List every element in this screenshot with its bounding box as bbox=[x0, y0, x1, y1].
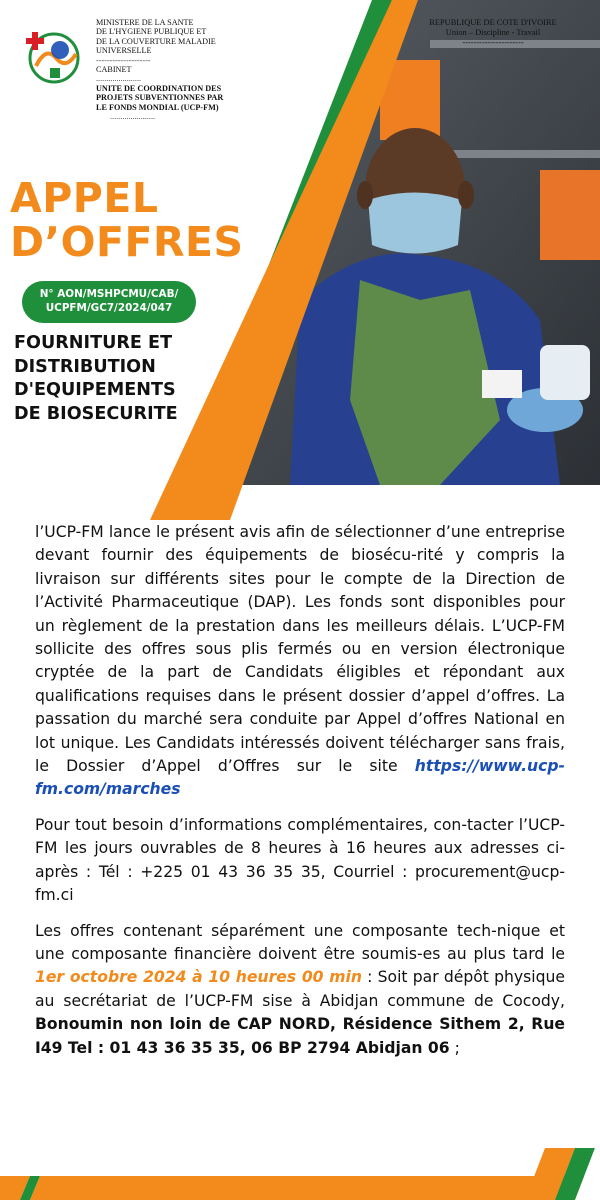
footer-stripes bbox=[0, 1148, 600, 1200]
deadline-date: 1er octobre 2024 à 10 heures 00 min bbox=[35, 968, 362, 987]
subject-line: DISTRIBUTION bbox=[14, 356, 156, 377]
reference-badge bbox=[22, 281, 196, 323]
submission-end: ; bbox=[454, 1038, 460, 1057]
ministry-header bbox=[96, 18, 276, 121]
reference-line: N° AON/MSHPCMU/CAB/ bbox=[39, 288, 179, 300]
notice-body bbox=[35, 521, 565, 1072]
separator: ...................... bbox=[110, 112, 156, 122]
separator: -------------------- bbox=[96, 55, 151, 65]
ministry-line: DE L'HYGIENE PUBLIQUE ET bbox=[96, 27, 207, 37]
ministry-line: UNIVERSELLE bbox=[96, 46, 152, 56]
ministry-line: DE LA COUVERTURE MALADIE bbox=[96, 36, 216, 46]
paragraph-contact bbox=[35, 814, 565, 908]
office-address: Bonoumin non loin de CAP NORD, Résidence Sithem 2, Rue I49 Tel : 01 43 36 35 35, 06 BP 2794 Abidjan 06 bbox=[35, 1015, 565, 1057]
tender-link[interactable]: https://www.ucp-fm.com/marches bbox=[35, 757, 565, 799]
contact-text: Pour tout besoin d’informations complémentaires, con-tacter l’UCP-FM les jours ouvrables de 8 heures à 16 heures aux adresses ci-après : Tél : +225 01 43 36 35 35, Courriel : procurement@ucp-fm.ci bbox=[35, 815, 565, 905]
unit-line: LE FONDS MONDIAL (UCP-FM) bbox=[96, 102, 219, 112]
republic-header bbox=[418, 18, 568, 48]
submission-text: Les offres contenant séparément une composante tech-nique et une composante financière doivent être soumis-es au plus tard le bbox=[35, 921, 565, 963]
page-title bbox=[10, 176, 244, 264]
unit-line: UNITE DE COORDINATION DES bbox=[96, 83, 222, 93]
separator: ...................... bbox=[96, 74, 142, 84]
separator: ---------------------- bbox=[462, 38, 524, 47]
paragraph-intro bbox=[35, 521, 565, 802]
cabinet-label: CABINET bbox=[96, 65, 132, 75]
title-line: D’OFFRES bbox=[10, 218, 244, 266]
subject-line: D'EQUIPEMENTS bbox=[14, 380, 176, 400]
republic-name: REPUBLIQUE DE COTE D'IVOIRE bbox=[429, 18, 557, 27]
tender-subject bbox=[14, 332, 214, 426]
subject-line: FOURNITURE ET bbox=[14, 333, 173, 353]
intro-text: l’UCP-FM lance le présent avis afin de sélectionner d’une entreprise devant fournir des équipements de biosécu-rité y compris la livraison sur différents sites pour le compte de la Direction de l’Activité Pharmaceutique (DAP). Les fonds sont disponibles pour un règlement de la prestation dans les meilleurs délais. L’UCP-FM sollicite des offres sous plis fermés ou en version électronique cryptée de la part de Candidats éligibles et répondant aux qualifications requises dans le présent dossier d’appel d’offres. La passation du marché sera conduite par Appel d’offres National en lot unique. Les Candidats intéressés doivent télécharger sans frais, le Dossier d’Appel d’Offres sur le site bbox=[35, 523, 565, 776]
reference-line: UCPFM/GC7/2024/047 bbox=[45, 302, 173, 314]
submission-text-2: : Soit par dépôt physique au secrétariat de l’UCP-FM sise à Abidjan commune de Cocody, bbox=[35, 968, 565, 1010]
title-line: APPEL bbox=[10, 174, 159, 222]
republic-motto: Union – Discipline - Travail bbox=[445, 28, 541, 37]
ministry-logo bbox=[26, 28, 88, 84]
subject-line: DE BIOSECURITE bbox=[14, 403, 178, 424]
paragraph-submission bbox=[35, 920, 565, 1060]
ministry-line: MINISTERE DE LA SANTE bbox=[96, 18, 194, 27]
unit-line: PROJETS SUBVENTIONNES PAR bbox=[96, 93, 224, 103]
